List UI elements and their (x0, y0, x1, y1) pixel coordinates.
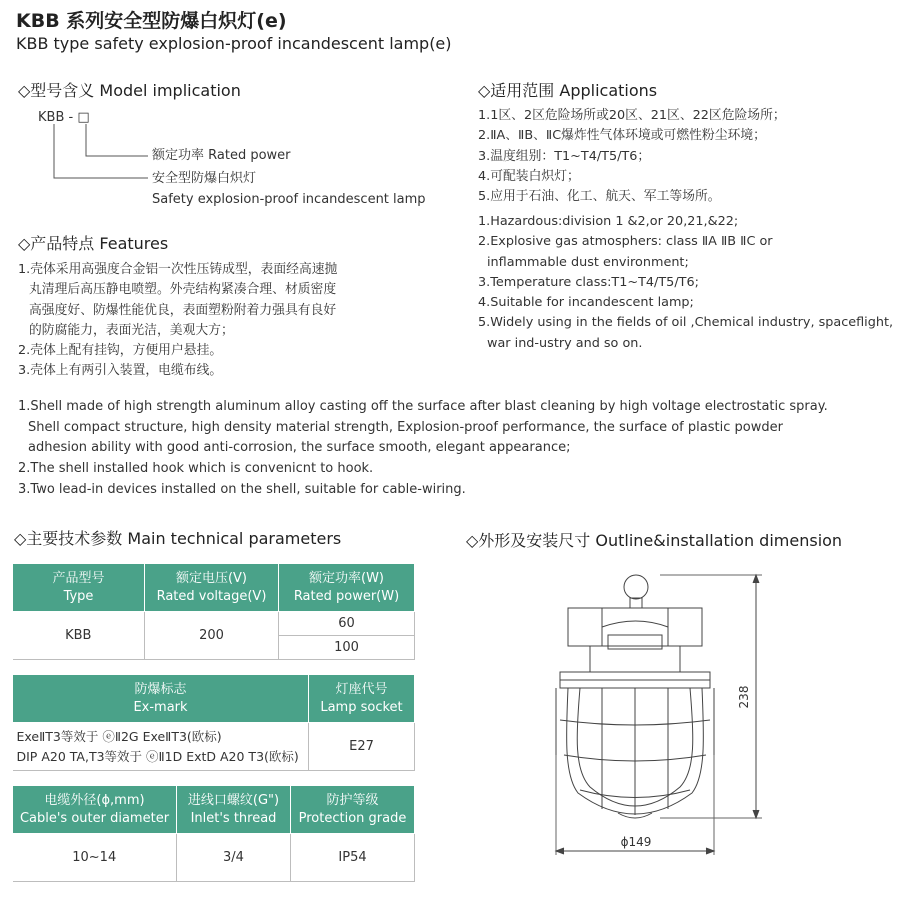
features-zh-item: 1.壳体采用高强度合金铝一次性压铸成型，表面经高速抛 (18, 262, 338, 277)
lamp-outline-drawing (540, 565, 770, 865)
table-header-socket: 灯座代号 Lamp socket (309, 675, 415, 723)
params-heading: ◇主要技术参数 Main technical parameters (14, 529, 342, 548)
outline-heading: ◇外形及安装尺寸 Outline&installation dimension (466, 531, 843, 550)
features-en-item: Shell compact structure, high density material strength, Explosion-proof performance, the surface of plastic powder (28, 419, 783, 435)
applications-zh-item: 1.1区、2区危险场所或20区、21区、22区危险场所； (478, 108, 786, 123)
applications-zh-item: 2.ⅡA、ⅡB、ⅡC爆炸性气体环境或可燃性粉尘环境； (478, 128, 766, 144)
table-header-cable: 电缆外径(ϕ,mm) Cable's outer diameter (13, 786, 177, 834)
table-cell-type: KBB (13, 612, 145, 660)
table-header-thread: 进线口螺纹(G") Inlet's thread (177, 786, 291, 834)
applications-en-list (478, 212, 893, 354)
params-table-2 (12, 674, 415, 771)
features-en-item: 3.Two lead-in devices installed on the shell, suitable for cable-wiring. (18, 481, 466, 497)
applications-zh-item: 3.温度组别：T1~T4/T5/T6； (478, 148, 651, 164)
features-heading: ◇产品特点 Features (18, 234, 169, 253)
applications-zh-item: 4.可配装白炽灯； (478, 168, 580, 184)
table-cell-power: 60 (279, 612, 415, 636)
table-header-power: 额定功率(W) Rated power(W) (279, 564, 415, 612)
page-title: KBB 系列安全型防爆白炽灯(e) (16, 10, 287, 32)
table-cell-voltage: 200 (145, 612, 279, 660)
features-zh-item: 的防腐能力，表面光洁，美观大方； (29, 322, 234, 338)
model-heading: ◇型号含义 Model implication (18, 81, 241, 100)
page-subtitle: KBB type safety explosion-proof incandescent lamp(e) (16, 34, 452, 53)
model-rated-power: 额定功率 Rated power (152, 148, 291, 163)
applications-en-item: 5.Widely using in the fields of oil ,Chemical industry, spaceflight, (478, 315, 894, 331)
table-header-type: 产品型号 Type (13, 564, 145, 612)
applications-zh-item: 5.应用于石油、化工、航天、军工等场所。 (478, 189, 721, 205)
table-cell-cable: 10~14 (13, 834, 177, 882)
model-lamp-zh: 安全型防爆白炽灯 (152, 171, 257, 186)
applications-en-item: 3.Temperature class:T1~T4/T5/T6; (478, 274, 699, 290)
applications-en-item: 1.Hazardous:division 1 &2,or 20,21,&22; (478, 214, 739, 229)
params-table-1 (12, 563, 415, 660)
applications-en-item: war ind-ustry and so on. (487, 335, 643, 351)
table-cell-protection: IP54 (291, 834, 415, 882)
features-en-item: 2.The shell installed hook which is convenicnt to hook. (18, 461, 374, 477)
applications-en-item: 2.Explosive gas atmosphers: class ⅡA ⅡB ⅡC or (478, 234, 773, 250)
table-cell-thread: 3/4 (177, 834, 291, 882)
table-header-protection: 防护等级 Protection grade (291, 786, 415, 834)
table-header-exmark: 防爆标志 Ex-mark (13, 675, 309, 723)
features-en-list (18, 397, 828, 501)
table-cell-power: 100 (279, 636, 415, 660)
features-zh-item: 2.壳体上配有挂钩，方便用户悬挂。 (18, 343, 223, 359)
table-header-voltage: 额定电压(V) Rated voltage(V) (145, 564, 279, 612)
applications-en-item: 4.Suitable for incandescent lamp; (478, 295, 694, 311)
features-zh-item: 丸清理后高压静电喷塑。外壳结构紧凑合理、材质密度 (29, 282, 337, 298)
features-zh-list (18, 260, 337, 382)
model-code: KBB - □ (38, 110, 90, 125)
dimension-width-label: ϕ149 (620, 835, 652, 849)
model-bracket-lines (36, 122, 156, 186)
features-zh-item: 高强度好、防爆性能优良，表面塑粉附着力强具有良好 (29, 302, 337, 318)
features-en-item: adhesion ability with good anti-corrosion, the surface smooth, elegant appearance; (28, 440, 571, 456)
table-cell-socket: E27 (309, 723, 415, 771)
dimension-height-label: 238 (737, 685, 751, 709)
applications-en-item: inflammable dust environment; (487, 254, 689, 270)
features-en-item: 1.Shell made of high strength aluminum alloy casting off the surface after blast cleaning by high voltage electrostatic spray. (18, 399, 828, 414)
applications-heading: ◇适用范围 Applications (478, 81, 658, 100)
features-zh-item: 3.壳体上有两引入装置，电缆布线。 (18, 363, 223, 379)
model-lamp-en: Safety explosion-proof incandescent lamp (152, 192, 426, 207)
params-table-3 (12, 785, 415, 882)
applications-zh-list (478, 106, 786, 207)
table-cell-exmark: ExeⅡT3等效于 ⓔⅡ2G ExeⅡT3(欧标) DIP A20 TA,T3等效于 ⓔⅡ1D ExtD A20 T3(欧标) (13, 723, 309, 771)
